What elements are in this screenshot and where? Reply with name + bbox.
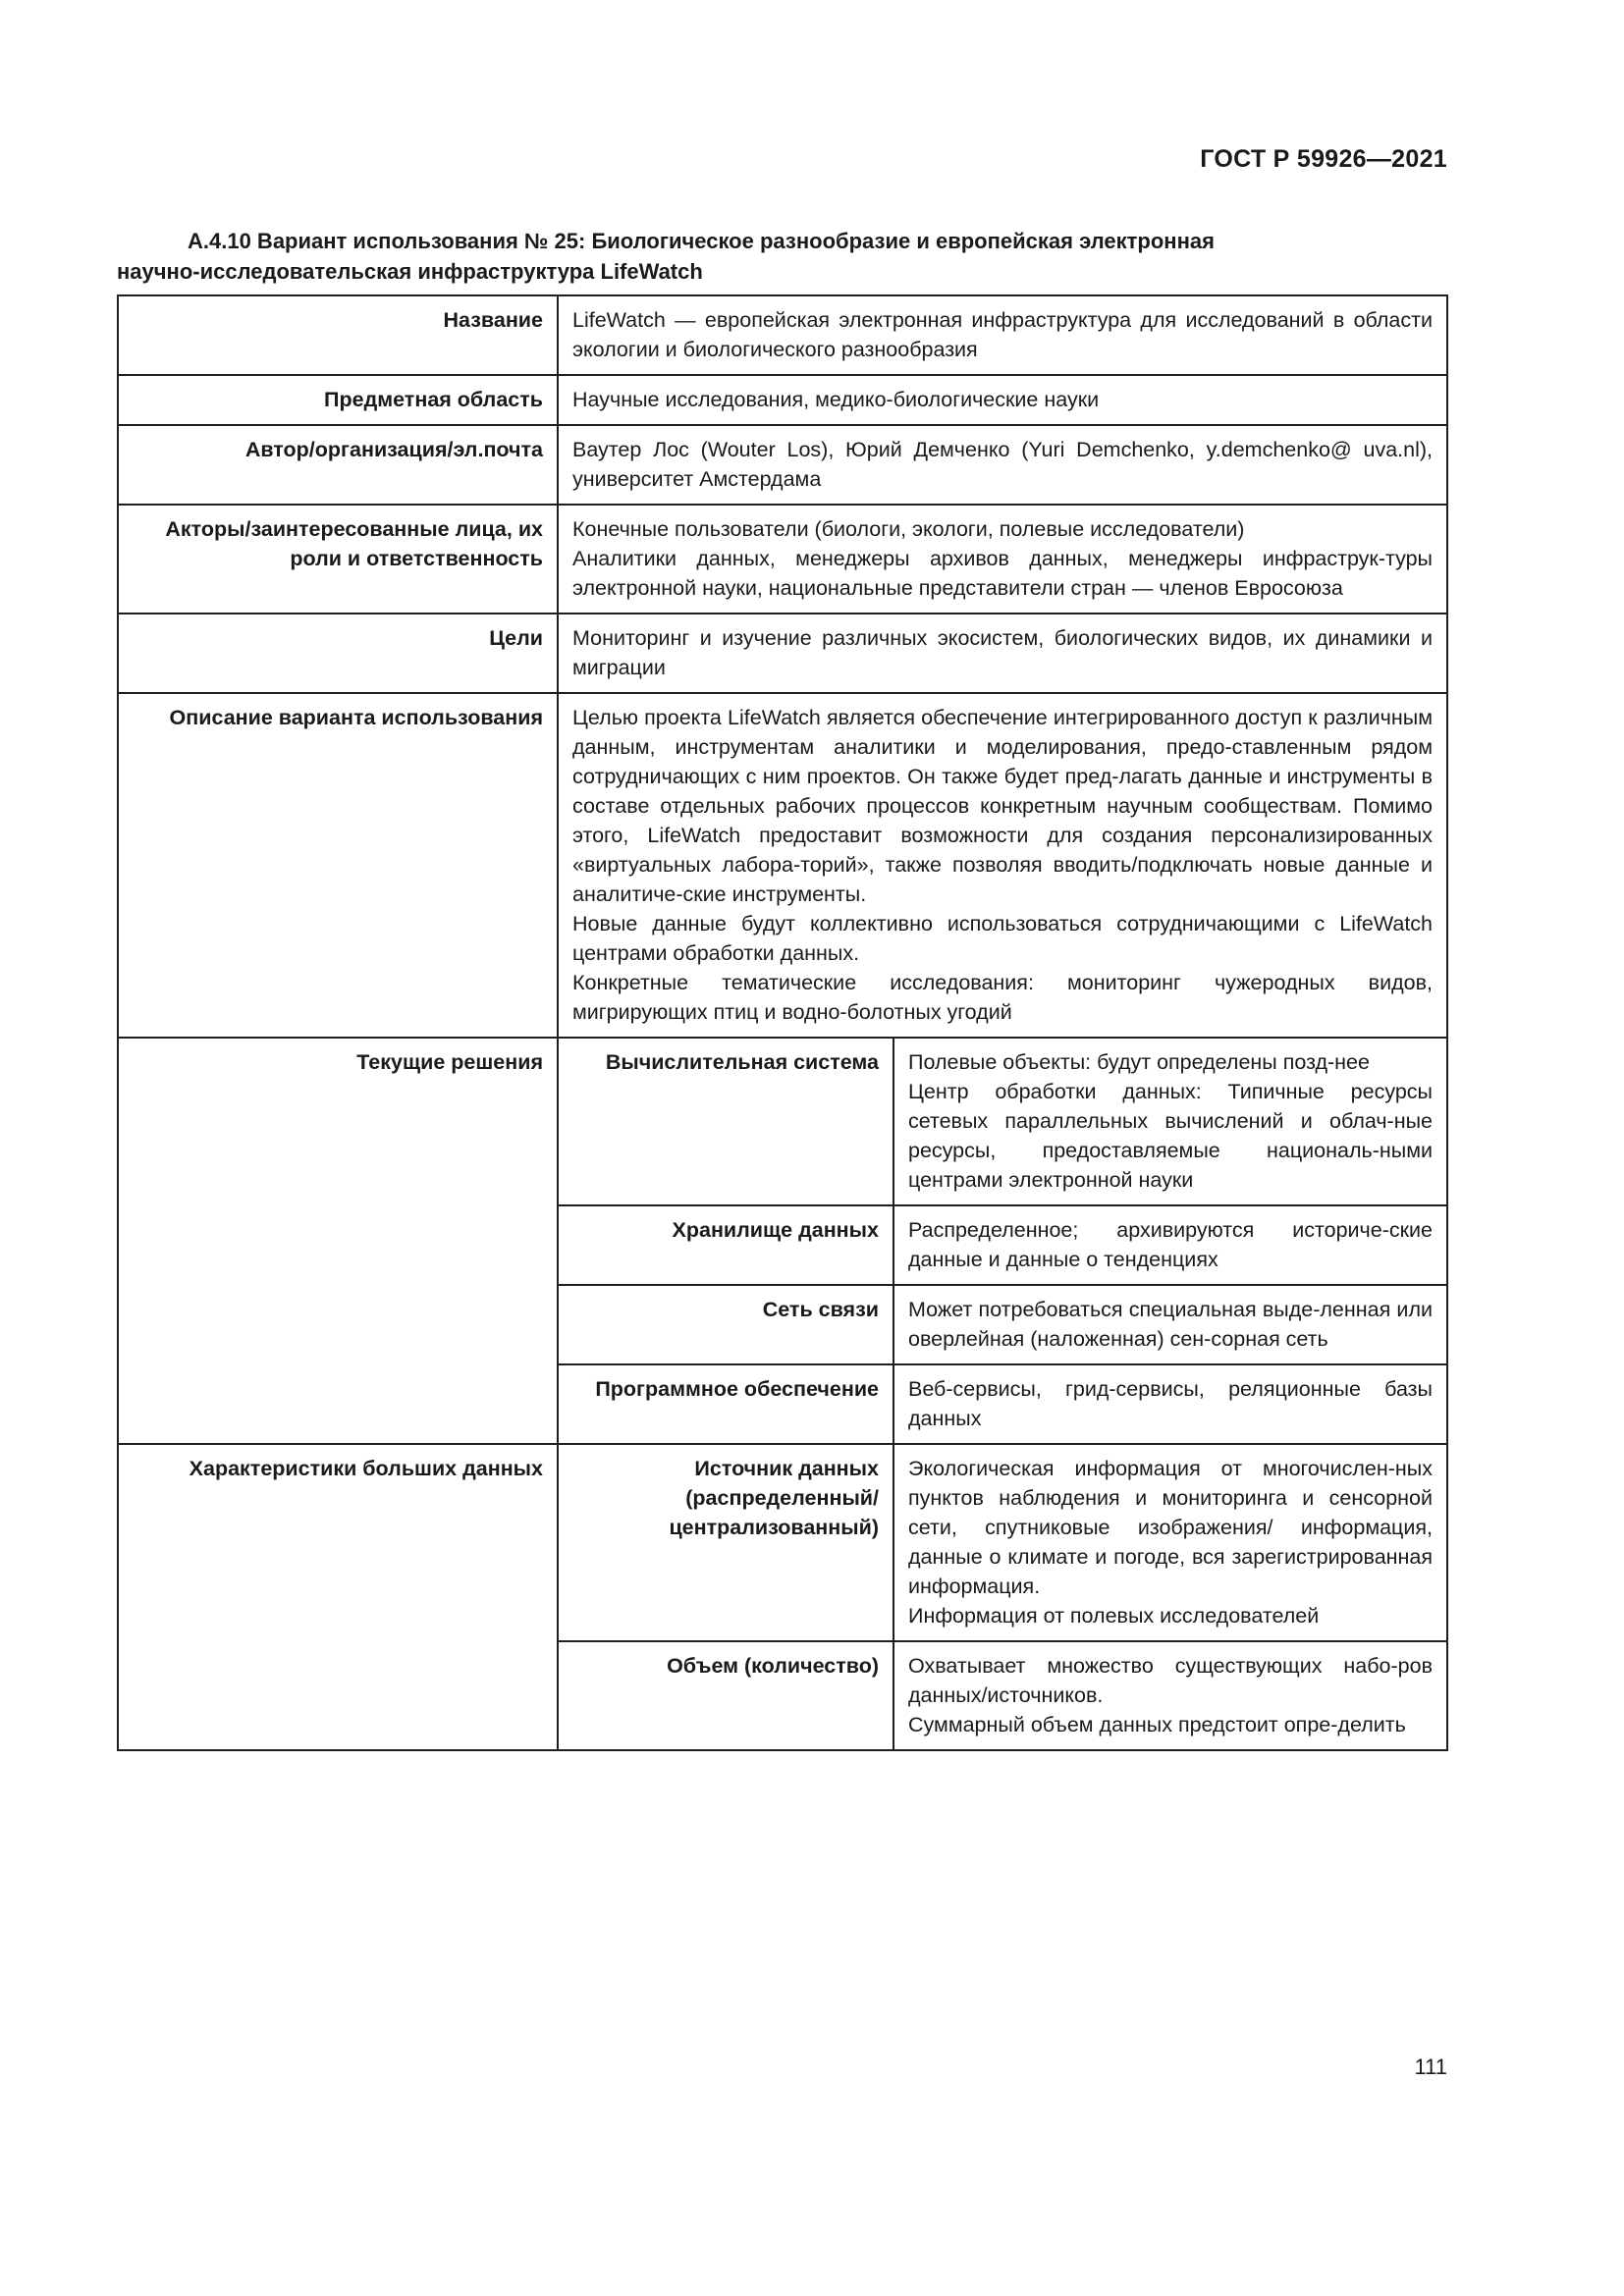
sub-value: [893, 1444, 1447, 1641]
value-line: Экологическая информация от многочислен-ных пунктов наблюдения и мониторинга и сенсорной сети, спутниковые изображения/ информация, данные о климате и погоде, вся зарегистрированная информация.: [908, 1457, 1433, 1598]
sub-label: Вычислительная система: [558, 1038, 893, 1205]
value-line: Аналитики данных, менеджеры архивов данных, менеджеры инфраструк-туры электронной науки, национальные представители стран — членов Евросоюза: [572, 547, 1433, 600]
section-title: [117, 226, 1452, 287]
sub-value: [893, 1364, 1447, 1444]
row-value: [558, 505, 1447, 614]
use-case-table: [117, 294, 1448, 1751]
table-row: [118, 375, 1447, 425]
row-label: Название: [118, 295, 558, 375]
sub-label: Программное обеспечение: [558, 1364, 893, 1444]
sub-label: Сеть связи: [558, 1285, 893, 1364]
row-value: [558, 693, 1447, 1038]
table-row: [118, 614, 1447, 693]
sub-label: Источник данных (распределенный/ централизованный): [558, 1444, 893, 1641]
value-line: Центр обработки данных: Типичные ресурсы сетевых параллельных вычислений и облач-ные ресурсы, предоставляемые националь-ными центрами электронной науки: [908, 1080, 1433, 1192]
table-row: [118, 1038, 1447, 1205]
value-line: Охватывает множество существующих набо-ров данных/источников.: [908, 1654, 1433, 1707]
sub-label: Объем (количество): [558, 1641, 893, 1750]
page-number: 111: [1414, 2055, 1447, 2079]
table-row: [118, 295, 1447, 375]
value-line: Полевые объекты: будут определены позд-нее: [908, 1050, 1370, 1074]
table-row: [118, 693, 1447, 1038]
value-line: Может потребоваться специальная выде-ленная или оверлейная (наложенная) сен-сорная сеть: [908, 1298, 1433, 1351]
section-title-line-2: научно-исследовательская инфраструктура LifeWatch: [117, 259, 703, 284]
value-line: Суммарный объем данных предстоит опре-делить: [908, 1713, 1406, 1736]
value-line: Конечные пользователи (биологи, экологи, полевые исследователи): [572, 517, 1245, 541]
sub-value: [893, 1038, 1447, 1205]
group-label: Текущие решения: [118, 1038, 558, 1444]
row-label: Автор/организация/эл.почта: [118, 425, 558, 505]
group-label: Характеристики больших данных: [118, 1444, 558, 1750]
standard-header: ГОСТ Р 59926—2021: [1200, 145, 1447, 173]
table-row: [118, 1444, 1447, 1641]
row-value: Научные исследования, медико-биологические науки: [558, 375, 1447, 425]
value-line: Информация от полевых исследователей: [908, 1604, 1320, 1628]
sub-value: [893, 1285, 1447, 1364]
value-line: Конкретные тематические исследования: мониторинг чужеродных видов, мигрирующих птиц и водно-болотных угодий: [572, 971, 1433, 1024]
row-value: LifeWatch — европейская электронная инфраструктура для исследований в области экологии и биологического разнообразия: [558, 295, 1447, 375]
row-label: Акторы/заинтересованные лица, их роли и ответственность: [118, 505, 558, 614]
row-value: Ваутер Лос (Wouter Los), Юрий Демченко (Yuri Demchenko, y.demchenko@ uva.nl), университет Амстердама: [558, 425, 1447, 505]
sub-value: [893, 1205, 1447, 1285]
value-line: Целью проекта LifeWatch является обеспечение интегрированного доступ к различным данным, инструментам аналитики и моделирования, предо-ставленным рядом сотрудничающих с ним проектов. Он также будет пред-лагать данные и инструменты в составе отдельных рабочих процессов конкретным научным сообществам. Помимо этого, LifeWatch предоставит возможности для создания персонализированных «виртуальных лабора-торий», также позволяя вводить/подключать новые данные и аналитиче-ские инструменты.: [572, 706, 1433, 906]
table-row: [118, 425, 1447, 505]
value-line: Веб-сервисы, грид-сервисы, реляционные базы данных: [908, 1377, 1433, 1430]
row-label: Описание варианта использования: [118, 693, 558, 1038]
table-row: [118, 505, 1447, 614]
sub-label: Хранилище данных: [558, 1205, 893, 1285]
row-label: Предметная область: [118, 375, 558, 425]
row-label: Цели: [118, 614, 558, 693]
sub-value: [893, 1641, 1447, 1750]
row-value: Мониторинг и изучение различных экосистем, биологических видов, их динамики и миграции: [558, 614, 1447, 693]
value-line: Новые данные будут коллективно использоваться сотрудничающими с LifeWatch центрами обработки данных.: [572, 912, 1433, 965]
value-line: Распределенное; архивируются историче-ские данные и данные о тенденциях: [908, 1218, 1433, 1271]
section-title-line-1: А.4.10 Вариант использования № 25: Биологическое разнообразие и европейская электронная: [188, 229, 1215, 253]
